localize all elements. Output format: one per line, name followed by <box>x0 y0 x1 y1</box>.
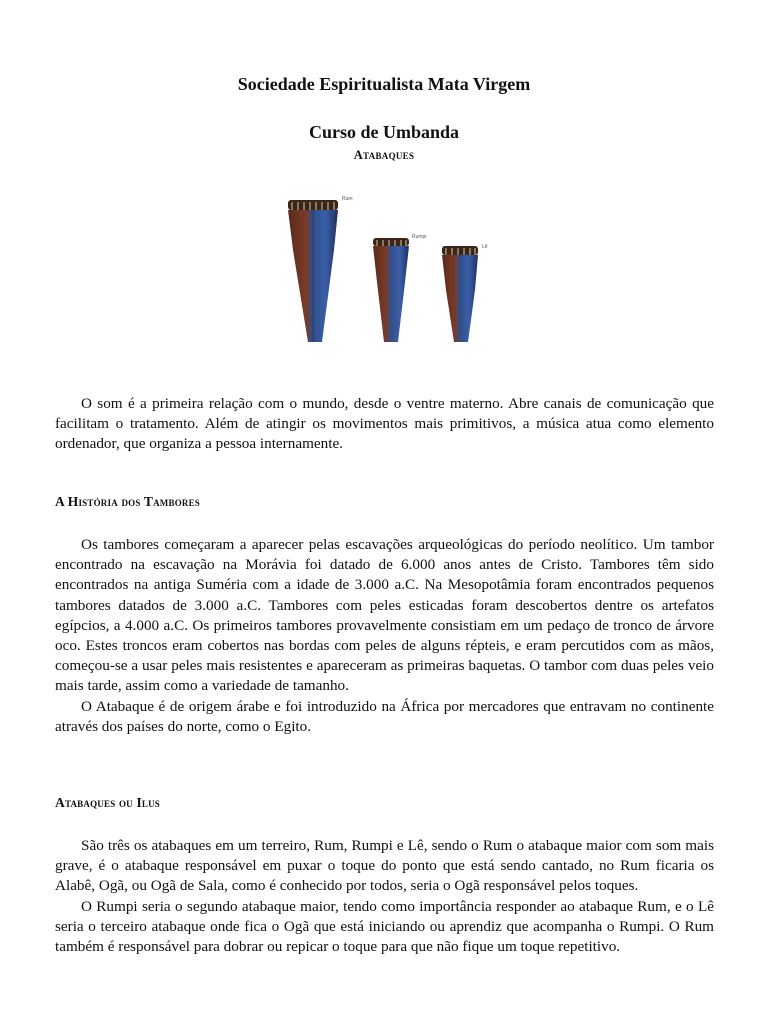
drum-rumpi <box>373 234 426 342</box>
history-paragraph: Os tambores começaram a aparecer pelas escavações arqueológicas do período neolítico. Um tambor encontrado na escavação na Morávia foi datado de 6.000 anos antes de Cristo. Tambores têm sido encontrados na antiga Suméria com a idade de 3.000 a.C. Na Mesopotâmia foram encontrados pequenos tambores datados de 3.000 a.C. Tambores com peles esticadas foram descobertos dentre os artefatos egípcios, a 4.000 a.C. Os primeiros tambores provavelmente consistiam em um pedaço de tronco de árvore oco. Estes troncos eram cobertos nas bordas com peles de alguns répteis, e eram percutidos com as mãos, começou-se a usar peles mais resistentes e apareceram as primeiras baquetas. O tambor com duas peles veio mais tarde, assim como a variedade de tamanho. <box>55 536 714 695</box>
document-subtitle: Atabaques <box>353 148 415 162</box>
history-section <box>55 535 714 737</box>
label-rum: Rum <box>342 196 353 202</box>
label-rumpi: Rumpi <box>412 234 427 240</box>
ilus-section <box>55 836 714 957</box>
ilus-paragraph: São três os atabaques em um terreiro, Rum, Rumpi e Lê, sendo o Rum o atabaque maior com som mais grave, é o atabaque responsável em puxar o toque do ponto que está sendo cantado, no Rum ficaria os Alabê, Ogã, ou Ogã de Sala, como é conhecido por todos, seria o Ogã responsável pelos toques. <box>55 837 714 895</box>
organization-title: Sociedade Espiritualista Mata Virgem <box>237 74 531 94</box>
course-title: Curso de Umbanda <box>308 122 460 142</box>
label-le: Lê <box>482 244 488 250</box>
history-heading: A História dos Tambores <box>55 494 201 509</box>
ilus-paragraph: O Rumpi seria o segundo atabaque maior, tendo como importância responder ao atabaque Rum, e o Lê seria o terceiro atabaque onde fica o Ogã que está iniciando ou aprendiz que acompanha o Rumpi. O Rum também é responsável para dobrar ou repicar o toque para que não fique um toque repetitivo. <box>55 897 714 956</box>
intro-section <box>55 394 714 455</box>
drum-le <box>442 244 488 342</box>
atabaques-illustration <box>262 190 502 352</box>
intro-paragraph: O som é a primeira relação com o mundo, desde o ventre materno. Abre canais de comunicação que facilitam o tratamento. Além de atingir os movimentos mais primitivos, a música atua como elemento ordenador, que organiza a pessoa internamente. <box>55 395 714 453</box>
ilus-heading: Atabaques ou Ilus <box>55 795 161 810</box>
history-paragraph: O Atabaque é de origem árabe e foi introduzido na África por mercadores que entravam no continente através dos países do norte, como o Egito. <box>55 697 714 735</box>
drum-rum <box>288 196 353 342</box>
